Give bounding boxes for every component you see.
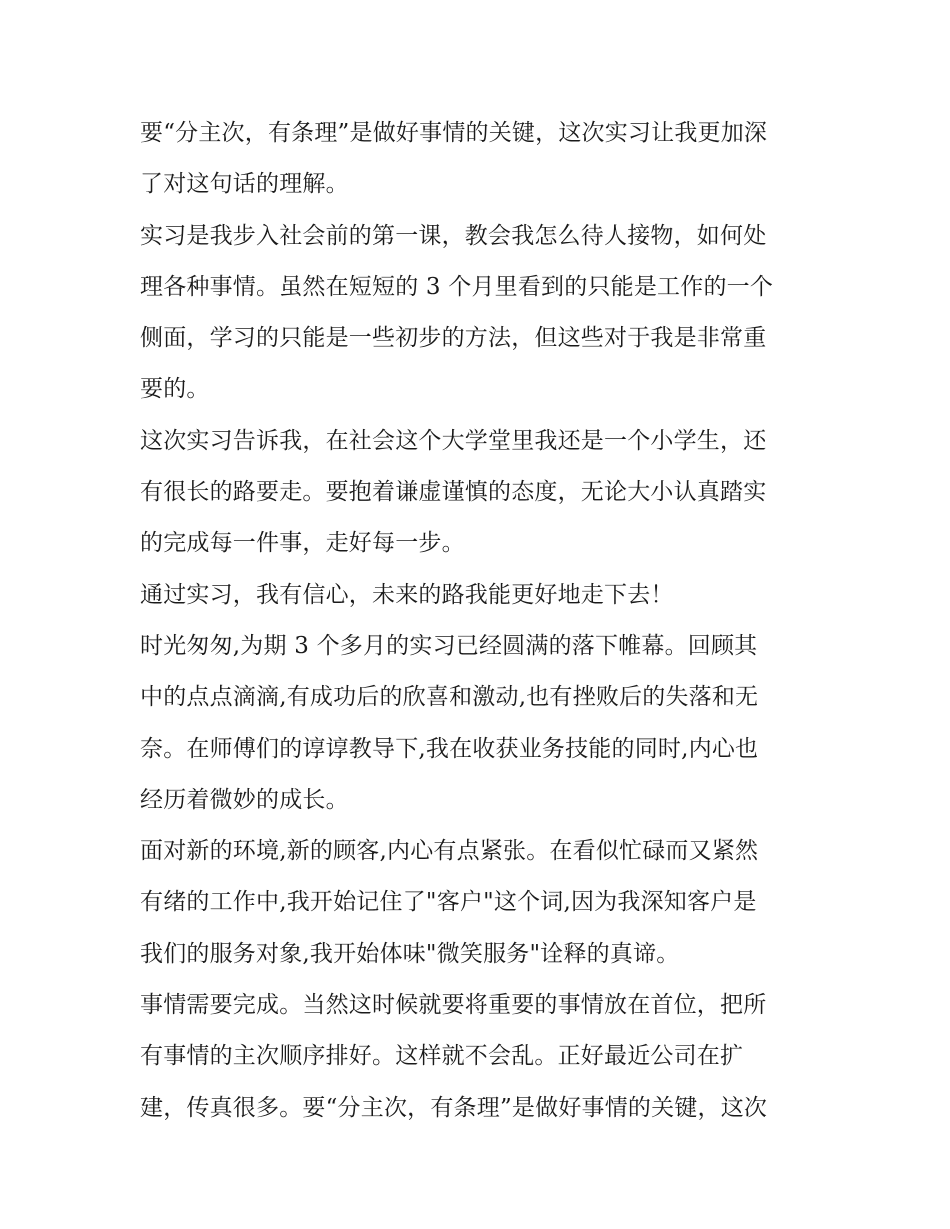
text-line: 中的点点滴滴,有成功后的欣喜和激动,也有挫败后的失落和无 [140,684,759,711]
text-line: 有绪的工作中,我开始记住了"客户"这个词,因为我深知客户是 [140,889,757,916]
text-line: 实习是我步入社会前的第一课，教会我怎么待人接物，如何处 [140,222,767,249]
text-line: 奈。在师傅们的谆谆教导下,我在收获业务技能的同时,内心也 [140,735,759,762]
text-line: 的完成每一件事，走好每一步。 [140,530,465,557]
text-line: 侧面，学习的只能是一些初步的方法，但这些对于我是非常重 [140,325,767,352]
text-line: 我们的服务对象,我开始体味"微笑服务"诠释的真谛。 [140,940,680,967]
text-line: 面对新的环境,新的顾客,内心有点紧张。在看似忙碌而又紧然 [140,838,759,865]
text-line: 这次实习告诉我，在社会这个大学堂里我还是一个小学生，还 [140,427,767,454]
text-line: 事情需要完成。当然这时候就要将重要的事情放在首位，把所 [140,992,767,1019]
text-line: 经历着微妙的成长。 [140,786,349,813]
text-line: 了对这句话的理解。 [140,171,349,198]
text-line: 通过实习，我有信心，未来的路我能更好地走下去！ [140,581,674,608]
document-body [140,108,820,1134]
text-line: 时光匆匆,为期 3 个多月的实习已经圆满的落下帷幕。回顾其 [140,632,758,659]
text-line: 有事情的主次顺序排好。这样就不会乱。正好最近公司在扩 [140,1043,744,1070]
text-line: 要的。 [140,376,210,403]
text-line: 理各种事情。虽然在短短的 3 个月里看到的只能是工作的一个 [140,273,774,300]
text-line: 建，传真很多。要“分主次，有条理”是做好事情的关键，这次 [140,1094,768,1121]
text-line: 有很长的路要走。要抱着谦虚谨慎的态度，无论大小认真踏实 [140,479,767,506]
text-line: 要“分主次，有条理”是做好事情的关键，这次实习让我更加深 [140,120,768,146]
